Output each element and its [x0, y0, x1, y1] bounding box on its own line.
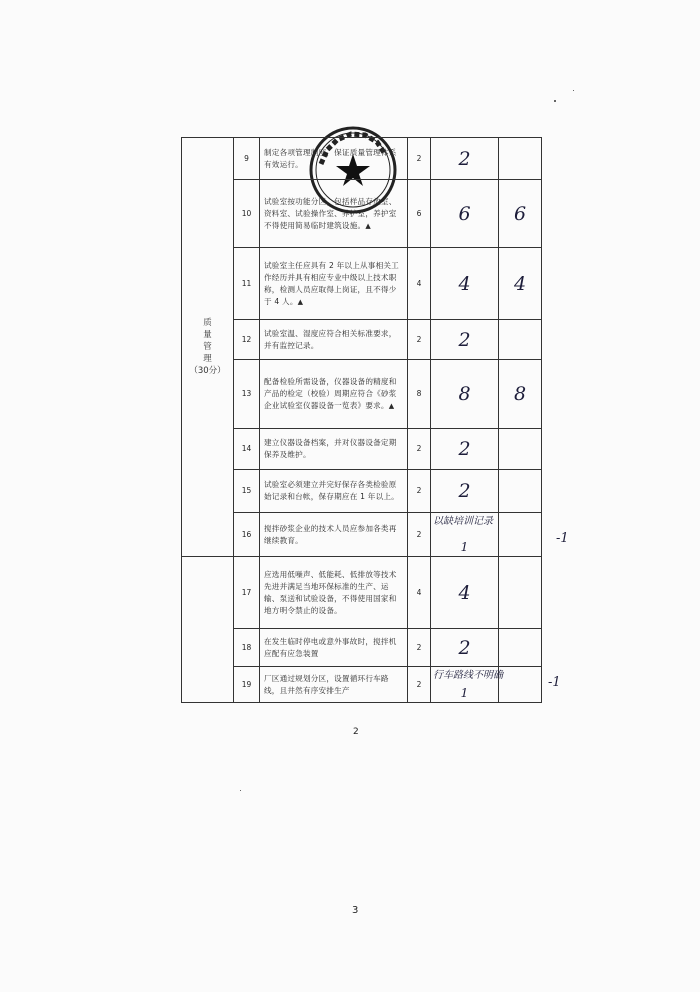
table-row — [182, 513, 542, 557]
full-score: 2 — [408, 667, 431, 703]
table-row — [182, 180, 542, 248]
handwritten-score: 2 — [431, 429, 499, 470]
row-text: 搅拌砂浆企业的技术人员应参加各类再继续教育。 — [260, 513, 408, 557]
row-text: 试验室必须建立并完好保存各类检验原始记录和台帐，保存期应在 1 年以上。 — [260, 470, 408, 513]
handwritten-note: 以缺培训记录 — [433, 516, 493, 527]
scan-speck — [554, 100, 556, 102]
table-row — [182, 629, 542, 667]
handwritten-score-2: 8 — [499, 360, 542, 429]
handwritten-score: 1 — [460, 686, 469, 700]
handwritten-score-2 — [499, 320, 542, 360]
table-row — [182, 667, 542, 703]
row-text: 建立仪器设备档案，并对仪器设备定期保养及维护。 — [260, 429, 408, 470]
table-row — [182, 360, 542, 429]
handwritten-score-2 — [499, 629, 542, 667]
scan-speck — [240, 790, 241, 791]
row-number: 16 — [234, 513, 260, 557]
key-item-mark: ▲ — [388, 402, 395, 410]
full-score: 4 — [408, 557, 431, 629]
scan-speck — [573, 90, 574, 91]
row-text: 试验室温、湿度应符合相关标准要求，并有监控记录。 — [260, 320, 408, 360]
table-row — [182, 248, 542, 320]
margin-deduction-note: -1 — [556, 531, 569, 546]
handwritten-score: 1 — [460, 540, 469, 554]
full-score: 2 — [408, 429, 431, 470]
row-number: 9 — [234, 138, 260, 180]
handwritten-score: 2 — [431, 138, 499, 180]
row-text-cell — [260, 180, 408, 248]
inner-page-number: 2 — [353, 727, 359, 737]
table-row — [182, 470, 542, 513]
full-score: 2 — [408, 513, 431, 557]
row-text: 制定各项管理制度，保证质量管理体系有效运行。 — [260, 138, 408, 180]
row-text: 配备检验所需设备，仪器设备的精度和产品的检定（校验）周期应符合《砂浆企业试验室仪器设备一览表》要求。 — [264, 377, 397, 410]
table-row — [182, 429, 542, 470]
row-number: 12 — [234, 320, 260, 360]
row-text: 应选用低噪声、低能耗、低排放等技术先进并满足当地环保标准的生产、运输、泵送和试验设备，不得使用国家和地方明令禁止的设备。 — [260, 557, 408, 629]
full-score: 6 — [408, 180, 431, 248]
row-text: 在发生临时停电或意外事故时，搅拌机应配有应急装置 — [260, 629, 408, 667]
handwritten-score-2: 6 — [499, 180, 542, 248]
handwritten-score: 6 — [431, 180, 499, 248]
row-text-cell — [260, 360, 408, 429]
handwritten-score-cell — [431, 667, 503, 703]
full-score: 2 — [408, 629, 431, 667]
table-row — [182, 320, 542, 360]
row-number: 15 — [234, 470, 260, 513]
row-text-cell — [260, 248, 408, 320]
handwritten-score-2: 4 — [499, 248, 542, 320]
full-score: 8 — [408, 360, 431, 429]
row-number: 14 — [234, 429, 260, 470]
full-score: 2 — [408, 320, 431, 360]
category-name: 质量管理 — [203, 318, 212, 364]
category-cell-empty — [182, 557, 234, 703]
row-number: 13 — [234, 360, 260, 429]
row-number: 11 — [234, 248, 260, 320]
handwritten-score-2 — [499, 557, 542, 629]
key-item-mark: ▲ — [297, 297, 304, 306]
handwritten-score-2 — [499, 470, 542, 513]
handwritten-note: 行车路线不明确 — [433, 670, 503, 681]
full-score: 2 — [408, 470, 431, 513]
handwritten-score-2 — [499, 138, 542, 180]
full-score: 2 — [408, 138, 431, 180]
handwritten-score: 2 — [431, 470, 499, 513]
handwritten-score-2 — [499, 667, 542, 703]
handwritten-score-2 — [499, 513, 542, 557]
handwritten-score: 8 — [431, 360, 499, 429]
row-number: 10 — [234, 180, 260, 248]
score-table — [181, 137, 542, 703]
margin-deduction-note: -1 — [548, 675, 561, 690]
handwritten-score: 2 — [431, 629, 499, 667]
handwritten-score-cell — [431, 513, 499, 557]
handwritten-score-2 — [499, 429, 542, 470]
key-item-mark: ▲ — [365, 221, 371, 230]
handwritten-score: 2 — [431, 320, 499, 360]
table-row — [182, 557, 542, 629]
full-score: 4 — [408, 248, 431, 320]
handwritten-score: 4 — [431, 248, 499, 320]
table-row — [182, 138, 542, 180]
category-cell — [182, 138, 234, 557]
row-text: 试验室主任应具有 2 年以上从事相关工作经历并具有相应专业中级以上技术职称，检测人员应取得上岗证，且不得少于 4 人。 — [264, 260, 399, 306]
handwritten-score: 4 — [431, 557, 499, 629]
page-number: 3 — [352, 905, 359, 916]
row-number: 19 — [234, 667, 260, 703]
row-text: 厂区通过规划分区，设置循环行车路线，且井然有序安排生产 — [260, 667, 408, 703]
category-points: （30分） — [189, 366, 226, 376]
row-text: 试验室按功能分区，包括样品存放室、资料室、试验操作室、养护室，养护室不得使用简易临时建筑设施。 — [264, 196, 397, 230]
row-number: 17 — [234, 557, 260, 629]
row-number: 18 — [234, 629, 260, 667]
